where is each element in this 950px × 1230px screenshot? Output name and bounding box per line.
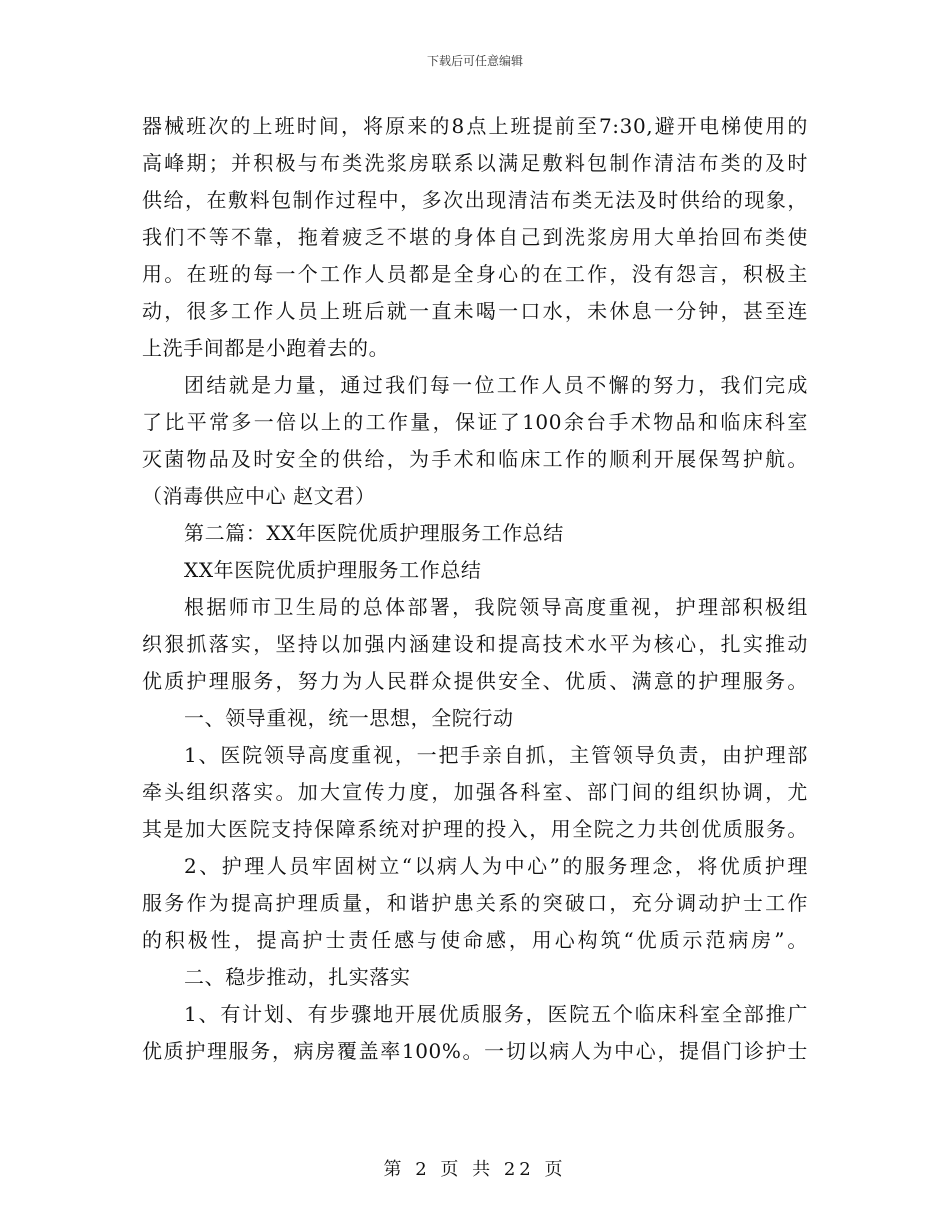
text-line: XX年医院优质护理服务工作总结 (184, 558, 482, 582)
text-line: 2、护理人员牢固树立“以病人为中心”的服务理念，将优质护理 (184, 854, 808, 878)
text-line: 牵头组织落实。加大宣传力度，加强各科室、部门间的组织协调，尤 (142, 780, 808, 804)
text-line: 的积极性，提高护士责任感与使命感，用心构筑“优质示范病房”。 (142, 928, 808, 952)
text-line: （消毒供应中心 赵文君） (142, 484, 376, 508)
text-line: 团结就是力量，通过我们每一位工作人员不懈的努力，我们完成 (184, 373, 808, 397)
text-line: 灭菌物品及时安全的供给，为手术和临床工作的顺利开展保驾护航。 (142, 447, 808, 471)
text-line: 上洗手间都是小跑着去的。 (142, 336, 390, 360)
text-line: 我们不等不靠，拖着疲乏不堪的身体自己到洗浆房用大单抬回布类使 (142, 225, 808, 249)
text-line: 1、有计划、有步骤地开展优质服务，医院五个临床科室全部推广 (184, 1002, 808, 1026)
page-footer: 第 2 页 共 22 页 (383, 1159, 567, 1180)
text-line: 高峰期；并积极与布类洗浆房联系以满足敷料包制作清洁布类的及时 (142, 151, 808, 175)
text-line: 优质护理服务，病房覆盖率100%。一切以病人为中心，提倡门诊护士 (142, 1039, 808, 1063)
text-line: 服务作为提高护理质量，和谐护患关系的突破口，充分调动护士工作 (142, 891, 808, 915)
text-line: 用。在班的每一个工作人员都是全身心的在工作，没有怨言，积极主 (142, 262, 808, 286)
document-body (142, 108, 808, 1070)
text-line: 一、领导重视，统一思想，全院行动 (184, 706, 514, 730)
page-header: 下载后可任意编辑 (426, 54, 523, 68)
text-line: 根据师市卫生局的总体部署，我院领导高度重视，护理部积极组 (184, 595, 808, 619)
text-line: 了比平常多一倍以上的工作量，保证了100余台手术物品和临床科室 (142, 410, 808, 434)
text-line: 织狠抓落实，坚持以加强内涵建设和提高技术水平为核心，扎实推动 (142, 632, 808, 656)
text-line: 其是加大医院支持保障系统对护理的投入，用全院之力共创优质服务。 (142, 817, 808, 841)
text-line: 动，很多工作人员上班后就一直未喝一口水，未休息一分钟，甚至连 (142, 299, 808, 323)
text-line: 二、稳步推动，扎实落实 (184, 965, 411, 989)
text-line: 优质护理服务，努力为人民群众提供安全、优质、满意的护理服务。 (142, 669, 808, 693)
text-line: 1、医院领导高度重视，一把手亲自抓，主管领导负责，由护理部 (184, 743, 808, 767)
text-line: 器械班次的上班时间，将原来的8点上班提前至7:30,避开电梯使用的 (142, 114, 808, 138)
text-line: 供给，在敷料包制作过程中，多次出现清洁布类无法及时供给的现象， (142, 188, 808, 212)
text-line: 第二篇：XX年医院优质护理服务工作总结 (184, 521, 564, 545)
